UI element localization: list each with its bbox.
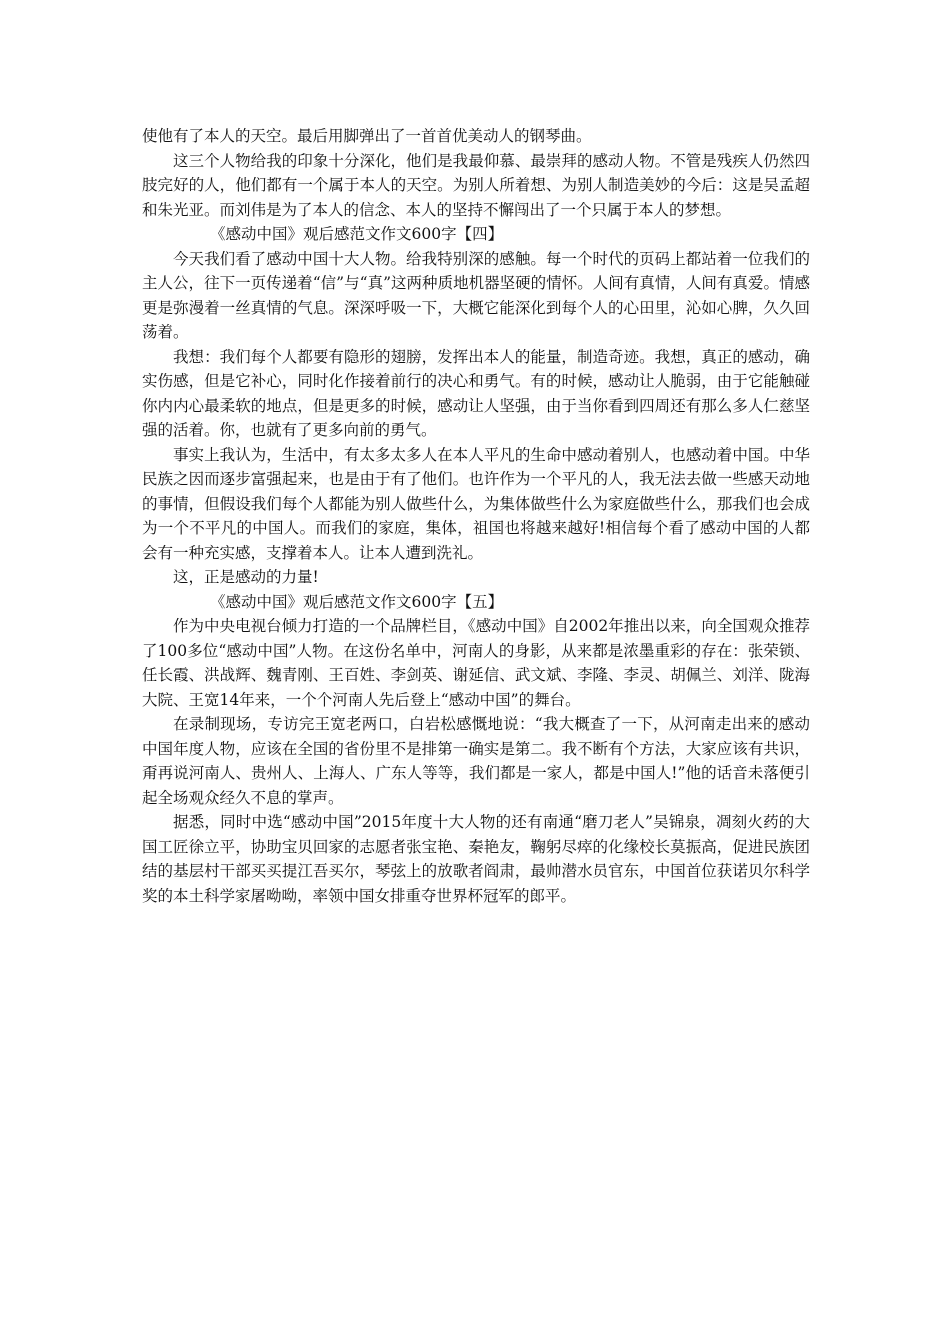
section-title: 《感动中国》观后感范文作文600字【四】	[210, 225, 504, 243]
section-title: 《感动中国》观后感范文作文600字【五】	[210, 592, 504, 611]
body-paragraph: 今天我们看了感动中国十大人物。给我特别深的感触。每一个时代的页码上都站着一位我们的主人公，往下一页传递着“信”与“真”这两种质地机器坚硬的情怀。人间有真情，人间有真爱。情感更是弥漫着一丝真情的气息。深深呼吸一下，大概它能深化到每个人的心田里，沁如心脾，久久回荡着。	[142, 249, 810, 341]
body-paragraph: 这，正是感动的力量!	[173, 568, 319, 586]
body-paragraph: 这三个人物给我的印象十分深化，他们是我最仰慕、最崇拜的感动人物。不管是残疾人仍然四肢完好的人，他们都有一个属于本人的天空。为别人所着想、为别人制造美妙的今后：这是吴孟超和朱光亚。而刘伟是为了本人的信念、本人的坚持不懈闯出了一个只属于本人的梦想。	[142, 151, 810, 219]
body-paragraph: 事实上我认为，生活中，有太多太多人在本人平凡的生命中感动着别人，也感动着中国。中华民族之因而逐步富强起来，也是由于有了他们。也许作为一个平凡的人，我无法去做一些感天动地的事情，但假设我们每个人都能为别人做些什么，为集体做些什么为家庭做些什么，那我们也会成为一个不平凡的中国人。而我们的家庭，集体，祖国也将越来越好!相信每个看了感动中国的人都会有一种充实感，支撑着本人。让本人遭到洗礼。	[142, 445, 810, 562]
paragraph-continuation: 使他有了本人的天空。最后用脚弹出了一首首优美动人的钢琴曲。	[142, 127, 592, 145]
document-page	[142, 124, 810, 908]
body-paragraph: 在录制现场，专访完王宽老两口，白岩松感慨地说：“我大概查了一下，从河南走出来的感动中国年度人物，应该在全国的省份里不是排第一确实是第二。我不断有个方法，大家应该有共识，甭再说河南人、贵州人、上海人、广东人等等，我们都是一家人，都是中国人!”他的话音未落便引起全场观众经久不息的掌声。	[142, 715, 810, 807]
body-paragraph: 作为中央电视台倾力打造的一个品牌栏目，《感动中国》自2002年推出以来，向全国观众推荐了100多位“感动中国”人物。在这份名单中，河南人的身影，从来都是浓墨重彩的存在：张荣锁、任长霞、洪战辉、魏青刚、王百姓、李剑英、谢延信、武文斌、李隆、李灵、胡佩兰、刘洋、陇海大院、王宽14年来，一个个河南人先后登上“感动中国”的舞台。	[142, 617, 810, 709]
body-paragraph: 我想：我们每个人都要有隐形的翅膀，发挥出本人的能量，制造奇迹。我想，真正的感动，确实伤感，但是它补心，同时化作接着前行的决心和勇气。有的时候，感动让人脆弱，由于它能触碰你内内心最柔软的地点，但是更多的时候，感动让人坚强，由于当你看到四周还有那么多人仁慈坚强的活着。你，也就有了更多向前的勇气。	[142, 347, 810, 439]
body-paragraph: 据悉，同时中选“感动中国”2015年度十大人物的还有南通“磨刀老人”吴锦泉，凋刻火药的大国工匠徐立平，协助宝贝回家的志愿者张宝艳、秦艳友，鞠躬尽瘁的化缘校长莫振高，促进民族团结的基层村干部买买提江吾买尔，琴弦上的放歌者阎肃，最帅潜水员官东，中国首位获诺贝尔科学奖的本土科学家屠呦呦，率领中国女排重夺世界杯冠军的郎平。	[142, 813, 810, 905]
